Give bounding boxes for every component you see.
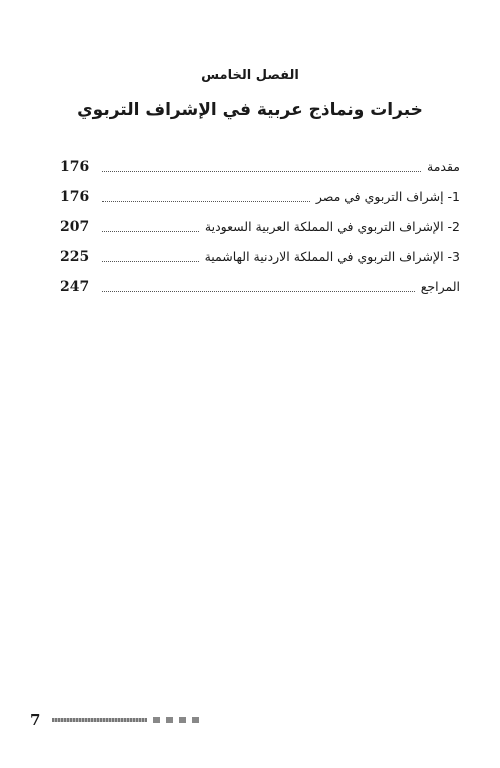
chapter-label: الفصل الخامس (201, 68, 299, 83)
toc-entry-introduction (60, 150, 460, 176)
toc-page-number: 225 (60, 249, 90, 265)
toc-page-number: 176 (60, 189, 90, 205)
toc-entry-title: مقدمة (427, 159, 460, 174)
page-number: 7 (30, 711, 41, 729)
footer-ornament-block (166, 717, 173, 723)
dot-leader (102, 230, 199, 232)
footer-ornament-block (153, 717, 160, 723)
footer-ornament-block (192, 717, 199, 723)
toc-page-number: 207 (60, 219, 90, 235)
toc-entry-egypt (60, 180, 460, 206)
footer-ornament-rule (52, 718, 147, 722)
dot-leader (102, 260, 199, 262)
table-of-contents (60, 150, 460, 300)
footer-ornament-block (179, 717, 186, 723)
dot-leader (102, 200, 310, 202)
toc-entry-references (60, 270, 460, 296)
dot-leader (102, 170, 421, 172)
toc-page-number: 247 (60, 279, 90, 295)
toc-page-number: 176 (60, 159, 90, 175)
toc-entry-title: 2- الإشراف التربوي في المملكة العربية السعودية (204, 219, 460, 234)
dot-leader (102, 290, 415, 292)
toc-entry-title: 3- الإشراف التربوي في المملكة الاردنية الهاشمية (204, 249, 460, 264)
toc-entry-saudi-arabia (60, 210, 460, 236)
toc-entry-title: 1- إشراف التربوي في مصر (315, 189, 460, 204)
page-footer (30, 710, 470, 730)
toc-entry-title: المراجع (420, 279, 460, 294)
chapter-title: خبرات ونماذج عربية في الإشراف التربوي (77, 100, 423, 120)
toc-entry-jordan (60, 240, 460, 266)
